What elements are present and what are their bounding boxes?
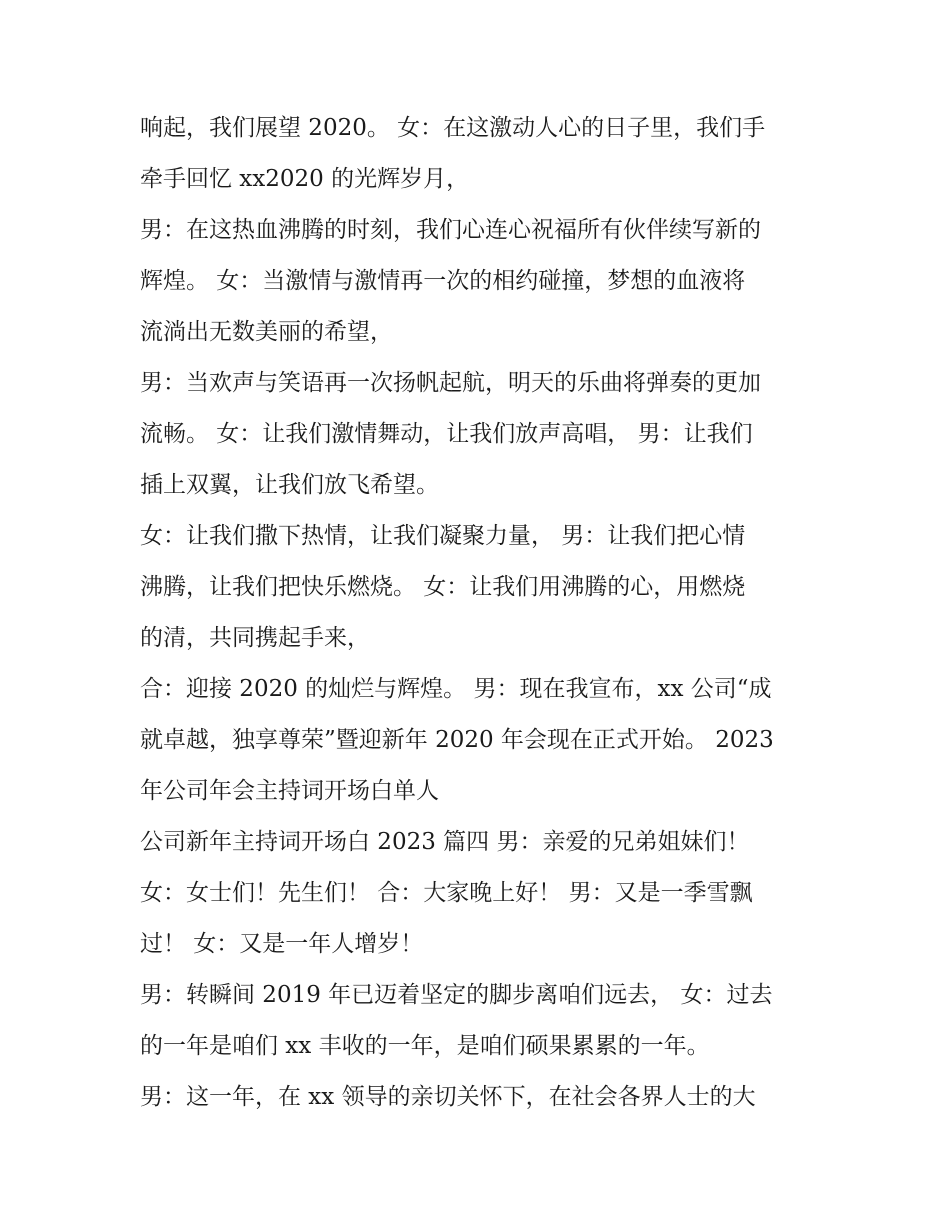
text-line: 男：当欢声与笑语再一次扬帆起航，明天的乐曲将弹奏的更加 — [140, 370, 761, 396]
text-line: 沸腾，让我们把快乐燃烧。 女：让我们用沸腾的心，用燃烧 — [140, 574, 746, 600]
text-line: 的清，共同携起手来， — [140, 625, 370, 651]
text-line: 流畅。 女：让我们激情舞动，让我们放声高唱， 男：让我们 — [140, 421, 753, 447]
document-body — [140, 103, 820, 1123]
text-line: 辉煌。 女：当激情与激情再一次的相约碰撞，梦想的血液将 — [140, 268, 746, 294]
text-line: 合：迎接 2020 的灿烂与辉煌。 男：现在我宣布，xx 公司“成 — [140, 676, 772, 702]
text-line: 流淌出无数美丽的希望， — [140, 319, 393, 345]
text-line: 的一年是咱们 xx 丰收的一年，是咱们硕果累累的一年。 — [140, 1033, 710, 1059]
text-line: 响起，我们展望 2020。 女：在这激动人心的日子里，我们手 — [140, 115, 766, 141]
text-line: 男：转瞬间 2019 年已迈着坚定的脚步离咱们远去， 女：过去 — [140, 982, 773, 1008]
text-line: 牵手回忆 xx2020 的光辉岁月， — [140, 166, 470, 192]
text-line: 年公司年会主持词开场白单人 — [140, 778, 439, 804]
text-line: 过！ 女：又是一年人增岁！ — [140, 931, 424, 957]
text-line: 就卓越，独享尊荣”暨迎新年 2020 年会现在正式开始。 2023 — [140, 727, 774, 753]
text-line: 公司新年主持词开场白 2023 篇四 男：亲爱的兄弟姐妹们！ — [140, 829, 750, 855]
text-line: 女：女士们！先生们！ 合：大家晚上好！ 男：又是一季雪飘 — [140, 880, 753, 906]
text-line: 女：让我们撒下热情，让我们凝聚力量， 男：让我们把心情 — [140, 523, 746, 549]
text-line: 男：在这热血沸腾的时刻，我们心连心祝福所有伙伴续写新的 — [140, 217, 761, 243]
text-line: 男：这一年，在 xx 领导的亲切关怀下，在社会各界人士的大 — [140, 1084, 756, 1110]
text-line: 插上双翼，让我们放飞希望。 — [140, 472, 439, 498]
